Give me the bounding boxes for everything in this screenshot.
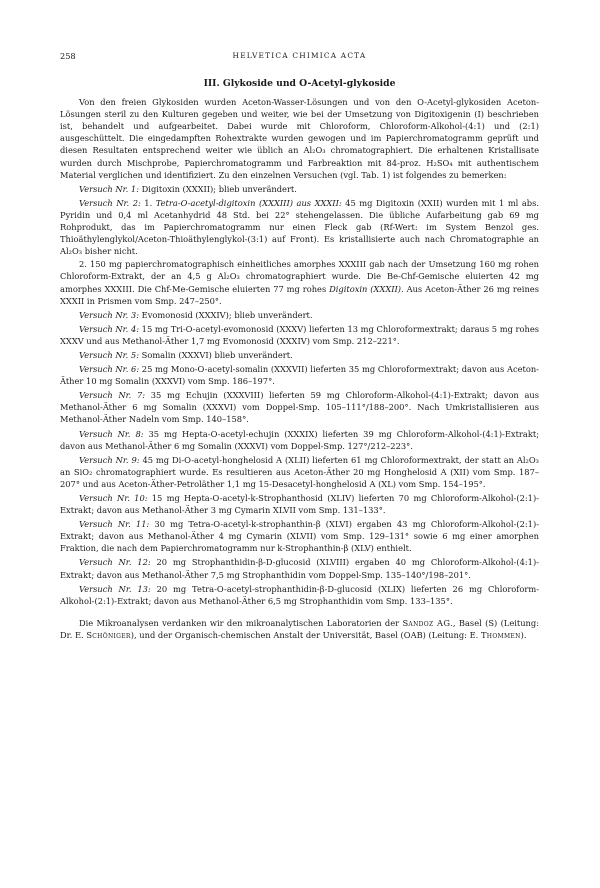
experiment-label: Versuch Nr. 2: [79, 197, 141, 208]
journal-title: HELVETICA CHIMICA ACTA [232, 51, 367, 60]
experiment-label: Versuch Nr. 13: [79, 583, 151, 594]
experiment-subtitle: Tetra-O-acetyl-digitoxin (XXXIII) aus XXXII: [155, 197, 342, 208]
running-header [60, 50, 539, 64]
experiment-10 [60, 492, 539, 516]
experiment-text: 20 mg Tetra-O-acetyl-strophanthidin-β-D-glucosid (XLIX) lieferten 26 mg Chloroform-Alkohol-(2:1)-Extrakt; davon aus Methanol-Äther 6,5 mg Strophanthidin vom Smp. 133–135°. [60, 583, 540, 606]
experiment-text: 30 mg Tetra-O-acetyl-k-strophanthin-β (XLVI) ergaben 43 mg Chloroform-Alkohol-(2:1)-Extrakt; davon aus Methanol-Äther 4 mg Cymarin (XLVII) vom Smp. 129–131° sowie 6 mg einer amorphen Fraktion, die nach dem Papierchromatogramm nur k-Strophanthin-β (XLV) enthielt. [60, 519, 539, 554]
ack-company: Sandoz AG. [402, 617, 453, 628]
experiment-label: Versuch Nr. 9: [79, 454, 140, 465]
experiment-label: Versuch Nr. 1: [79, 183, 139, 194]
experiment-italic: Digitoxin (XXXII). [329, 283, 404, 294]
experiment-text: 2. 150 mg papierchromatographisch einheitliches amorphes XXXIII gab nach der Umsetzung 160 mg rohen Chloroform-Extrakt, der an 4,5 g Al₂O₃ chromatographiert wurde. Die Be-Chf-Gemische eluierten 42 mg amorphes XXXIII. Die Chf-Me-Gemische eluierten 77 mg rohes [60, 259, 539, 294]
experiment-11 [60, 518, 539, 554]
experiment-label: Versuch Nr. 4: [79, 323, 140, 334]
experiment-text: Somalin (XXXVI) blieb unverändert. [139, 349, 293, 360]
experiment-text: 25 mg Mono-O-acetyl-somalin (XXXVII) lieferten 35 mg Chloroformextrakt; davon aus Aceton-Äther 10 mg Somalin (XXXVI) vom Smp. 186–197°. [60, 364, 539, 387]
experiment-text: 35 mg Hepta-O-acetyl-echujin (XXXIX) lieferten 39 mg Chloroform-Alkohol-(4:1)-Extrakt; davon aus Methanol-Äther 6 mg Somalin (XXXVI) vom Doppel-Smp. 127°/212–223°. [60, 428, 539, 451]
experiment-4 [60, 323, 539, 347]
ack-text: , Basel (S) (Leitung: Dr. E. [60, 617, 540, 640]
experiment-label: Versuch Nr. 12: [79, 557, 151, 568]
experiment-2-part-2 [60, 258, 539, 306]
experiment-3 [60, 309, 539, 321]
experiment-text: 1. [140, 197, 156, 208]
document-page [60, 50, 539, 870]
experiment-9 [60, 454, 539, 490]
experiment-text: 15 mg Tri-O-acetyl-evomonosid (XXXV) lieferten 13 mg Chloroformextrakt; daraus 5 mg rohes XXXV und aus Methanol-Äther 1,7 mg Evomonosid (XXXIV) vom Smp. 212–221°. [60, 323, 539, 346]
experiment-text: Digitoxin (XXXII); blieb unverändert. [139, 183, 297, 194]
ack-person: Thommen [480, 629, 521, 640]
experiment-1 [60, 183, 539, 195]
experiment-2 [60, 197, 539, 257]
experiment-label: Versuch Nr. 7: [79, 390, 146, 401]
experiment-13 [60, 583, 539, 607]
experiment-text: 45 mg Di-O-acetyl-honghelosid A (XLII) lieferten 61 mg Chloroformextrakt, der statt an Al₂O₃ an SiO₂ chromatographiert wurde. Es resultieren aus Aceton-Äther 20 mg Honghelosid A (XII) vom Smp. 187–207° und aus Aceton-Äther-Petroläther 1,1 mg 15-Desacetyl-honghelosid A (XL) vom Smp. 154–195°. [60, 454, 539, 489]
experiment-text: 15 mg Hepta-O-acetyl-k-Strophanthosid (XLIV) lieferten 70 mg Chloroform-Alkohol-(2:1)-Extrakt; davon aus Methanol-Äther 3 mg Cymarin XLVII vom Smp. 131–133°. [60, 493, 539, 516]
experiment-5 [60, 349, 539, 361]
experiment-text: Evomonosid (XXXIV); blieb unverändert. [139, 309, 313, 320]
experiment-label: Versuch Nr. 10: [79, 493, 148, 503]
ack-text: Die Mikroanalysen verdanken wir den mikroanalytischen Laboratorien der [79, 617, 403, 628]
experiment-7 [60, 389, 539, 425]
intro-paragraph: Von den freien Glykosiden wurden Aceton-Wasser-Lösungen und von den O-Acetyl-glykosiden Aceton-Lösungen steril zu den Kulturen gegeben und weiter, wie bei der Umsetzung von Digitoxigenin (I) beschrieben ist, behandelt und aufgearbeitet. Dabei wurde mit Chloroform, Chloroform-Alkohol-(4:1) und (2:1) ausgeschüttelt. Die eingedampften Rohextrakte wurden gewogen und im Papierchromatogramm geprüft und diesen Resultaten entsprechend weiter wie üblich an Al₂O₃ chromatographiert. Die erhaltenen Kristallisate wurden durch Mischprobe, Papierchromatogramm und Farbreaktion mit 84-proz. H₂SO₄ mit authentischem Material verglichen und identifiziert. Zu den einzelnen Versuchen (vgl. Tab. 1) ist folgendes zu bemerken: [60, 97, 539, 180]
ack-text: ). [520, 629, 527, 640]
experiment-label: Versuch Nr. 6: [79, 364, 140, 375]
section-title: III. Glykoside und O-Acetyl-glykoside [203, 78, 396, 89]
experiment-6 [60, 363, 539, 387]
experiment-text: 20 mg Strophanthidin-β-D-glucosid (XLVIII) ergaben 40 mg Chloroform-Alkohol-(4:1)-Extrakt; davon aus Methanol-Äther 7,5 mg Strophanthidin vom Doppel-Smp. 135–140°/198–201°. [60, 557, 539, 580]
page-number: 258 [60, 51, 76, 61]
experiment-text: 35 mg Echujin (XXXVIII) lieferten 59 mg Chloroform-Alkohol-(4:1)-Extrakt; davon aus Methanol-Äther 6 mg Somalin (XXXVI) vom Doppel-Smp. 105–111°/188–200°. Nach Umkristallisieren aus Methanol-Äther Nadeln vom Smp. 140–158°. [60, 390, 539, 425]
experiment-text: 45 mg Digitoxin (XXII) wurden mit 1 ml abs. Pyridin und 0,4 ml Acetanhydrid 48 Std. bei 22° stehengelassen. Die übliche Aufarbeitung gab 69 mg Rohprodukt, das im Papierchromatogramm nur einen Fleck gab (Rf-Wert: im System Benzol ges. Thioäthylenglykol/Aceton-Thioäthylenglykol-(3:1) auf Front). Es kristallisierte auch nach Chromatographie an Al₂O₃ bisher nicht. [60, 197, 540, 257]
experiment-text: Aus Aceton-Äther 26 mg reines XXXII in Prismen vom Smp. 247–250°. [60, 283, 539, 306]
experiment-12 [60, 556, 539, 580]
experiment-label: Versuch Nr. 11: [79, 519, 150, 530]
acknowledgement-paragraph [60, 617, 539, 641]
experiment-label: Versuch Nr. 5: [79, 349, 139, 360]
ack-person: Schöniger [86, 629, 131, 640]
ack-text: ), und der Organisch-chemischen Anstalt der Universität, Basel (OAB) (Leitung: E. [130, 629, 481, 640]
experiment-8 [60, 428, 539, 452]
experiment-label: Versuch Nr. 3: [79, 309, 139, 320]
experiment-label: Versuch Nr. 8: [79, 428, 144, 439]
